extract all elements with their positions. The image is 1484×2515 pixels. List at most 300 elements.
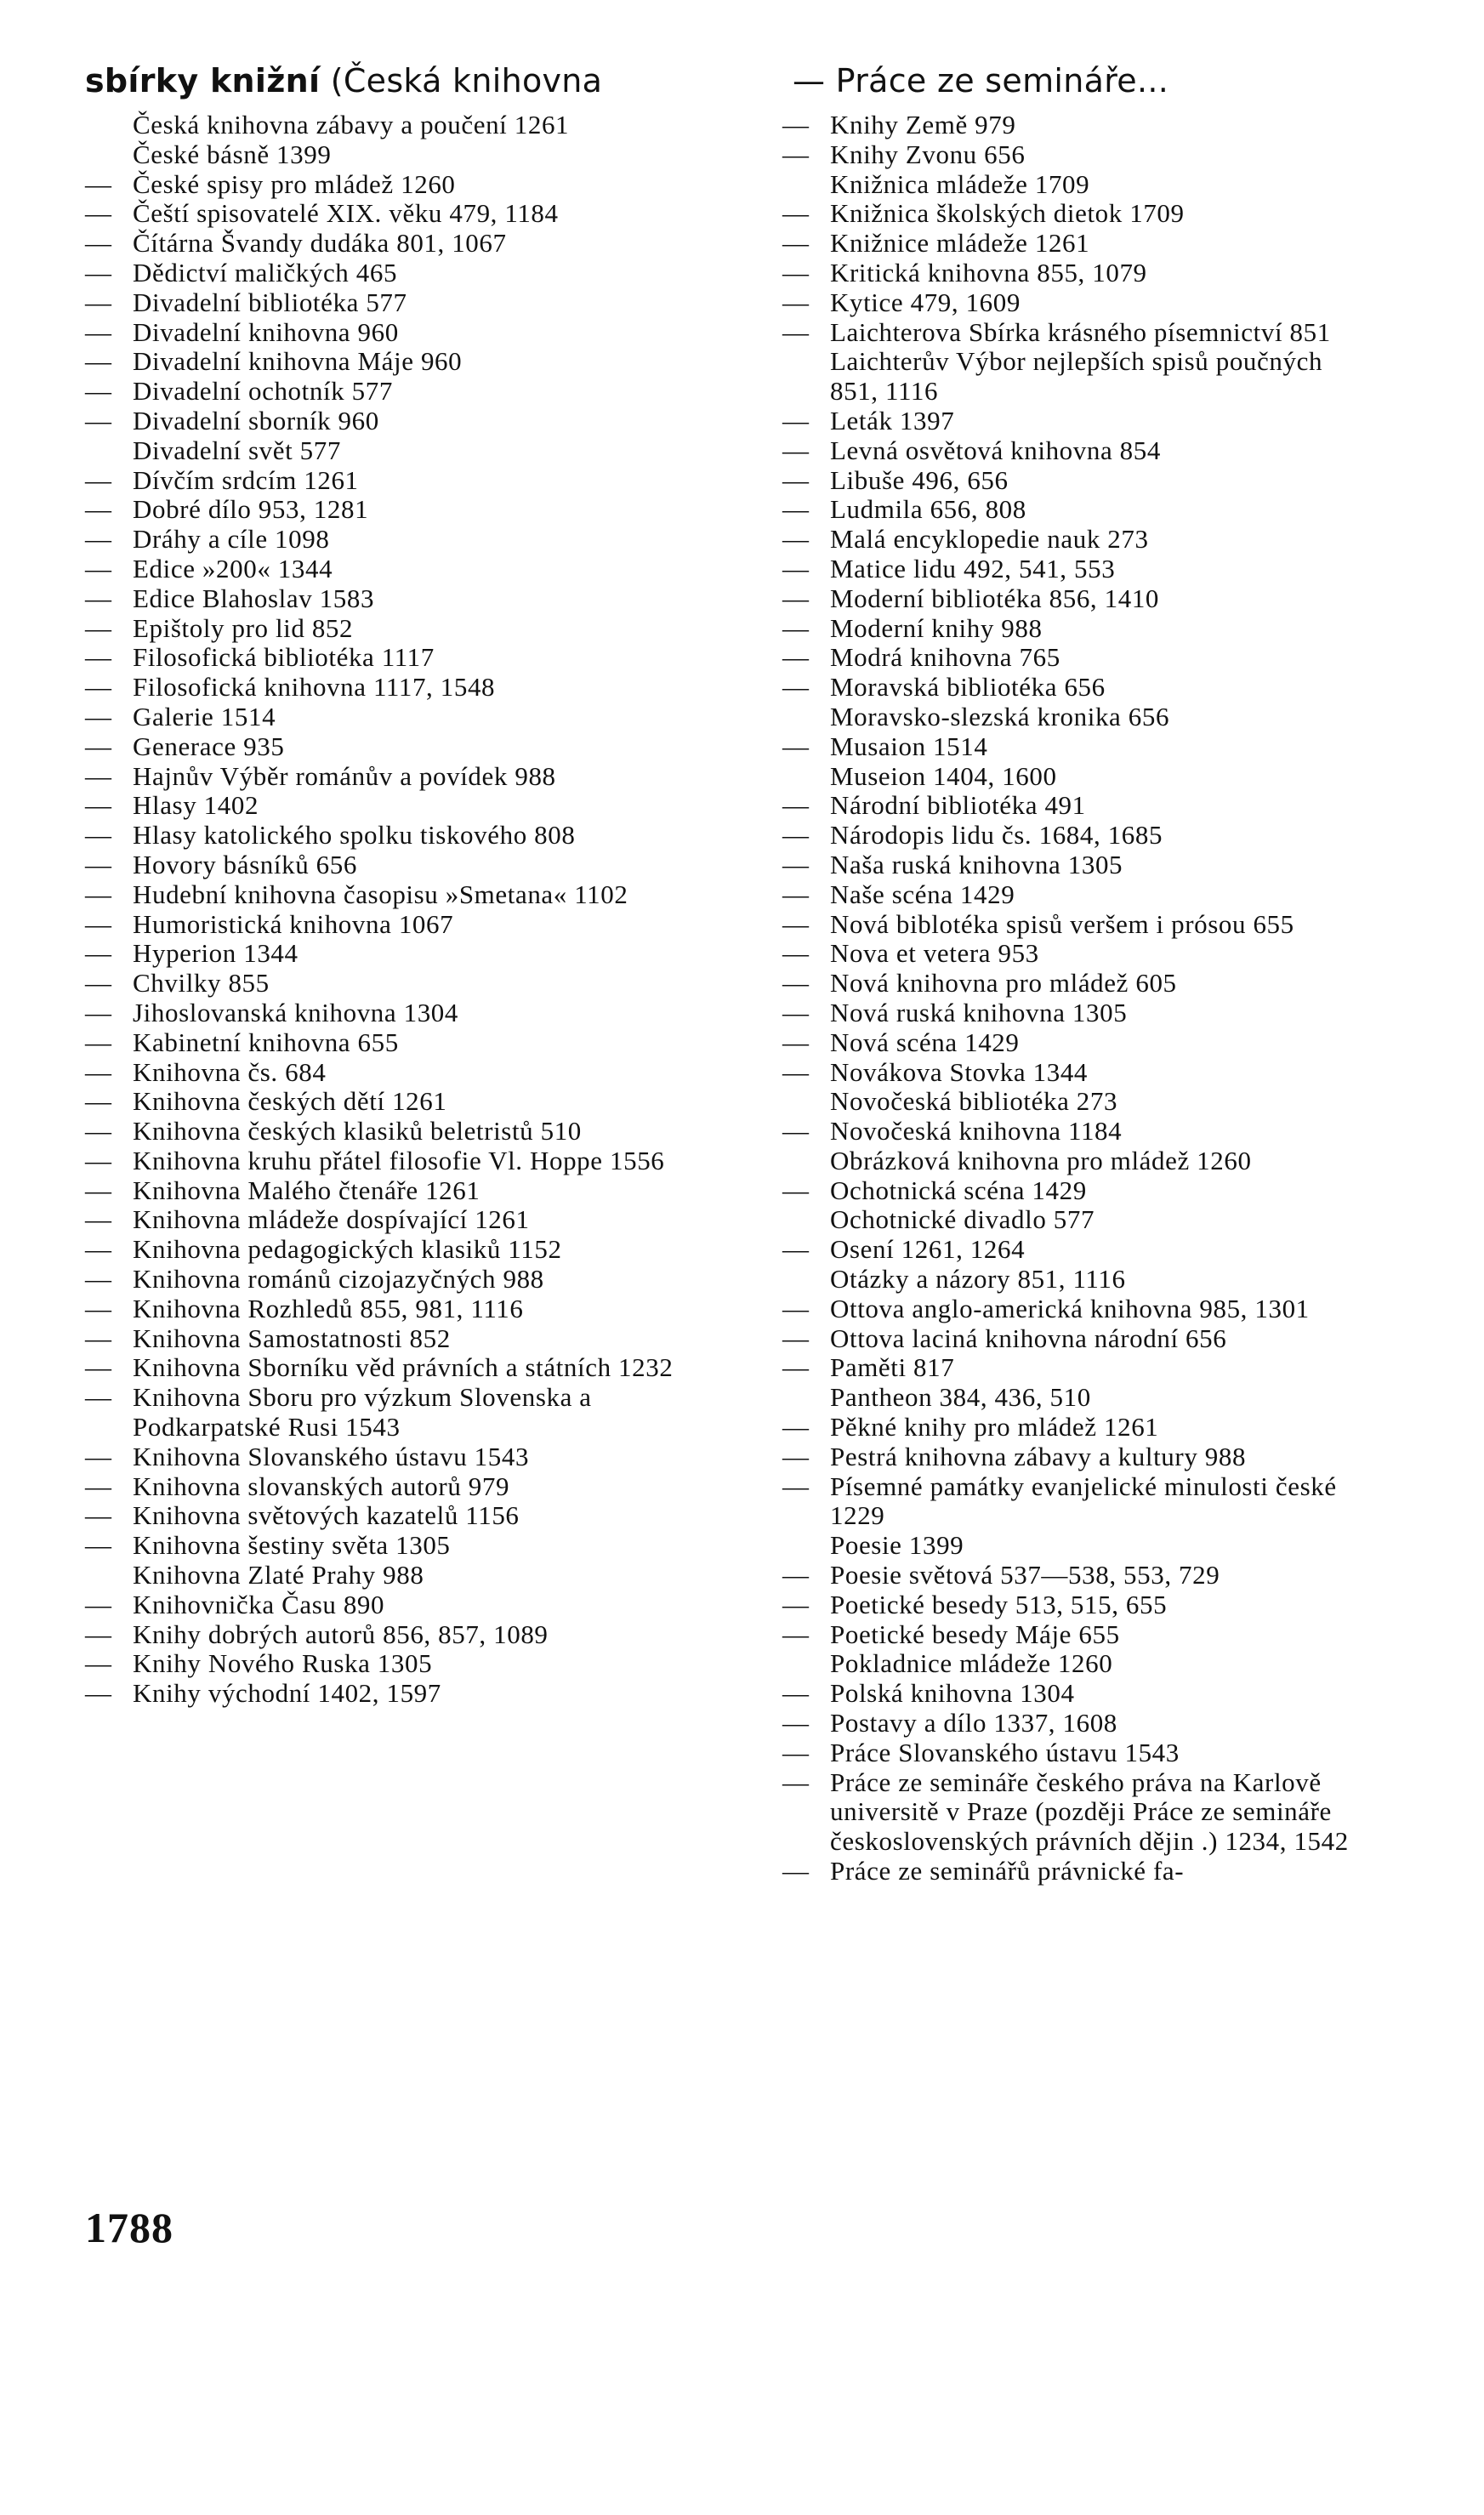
entry-text: Nová biblotéka spisů veršem i prósou 655 (830, 908, 1294, 939)
entry-dash: — (782, 612, 810, 643)
entry-dash: — (782, 316, 810, 347)
entry-dash: — (85, 968, 112, 999)
entry-text: Epištoly pro lid 852 (133, 612, 354, 643)
entry-text: Poetické besedy Máje 655 (830, 1619, 1120, 1649)
entry-text: Knihy Nového Ruska 1305 (133, 1648, 433, 1679)
entry-text: Knižnica mládeže 1709 (830, 168, 1090, 199)
entry-dash: — (85, 879, 112, 909)
entry-dash: — (85, 1145, 112, 1175)
entry-dash: — (782, 879, 810, 909)
entry-text: Paměti 817 (830, 1352, 955, 1383)
entry-text: Čítárna Švandy dudáka 801, 1067 (133, 228, 507, 259)
entry-text: Nová scéna 1429 (830, 1027, 1020, 1057)
entry-text: Národopis lidu čs. 1684, 1685 (830, 820, 1163, 851)
entry-text: Divadelní bibliotéka 577 (133, 287, 407, 317)
index-entry (782, 821, 1378, 851)
index-entry (782, 170, 1378, 200)
entry-dash: — (782, 287, 810, 317)
left-column (85, 60, 731, 1709)
entry-dash: — (782, 198, 810, 229)
entry-dash: — (85, 1471, 112, 1501)
index-entry (85, 732, 731, 762)
index-entry (782, 1294, 1378, 1324)
entry-dash: — (782, 435, 810, 465)
index-entry (85, 999, 731, 1028)
index-entry (85, 1620, 731, 1650)
running-head-left (85, 60, 731, 107)
index-entry (782, 1235, 1378, 1265)
entry-text: Moderní bibliotéka 856, 1410 (830, 583, 1160, 613)
index-entry (85, 584, 731, 614)
entry-text: Generace 935 (133, 731, 285, 761)
index-entry (85, 466, 731, 496)
entry-dash: — (782, 1767, 810, 1797)
entry-text: Edice Blahoslav 1583 (133, 583, 375, 613)
entry-text: Divadelní sborník 960 (133, 405, 379, 435)
index-entry (782, 1117, 1378, 1147)
entry-dash: — (85, 168, 112, 199)
entry-text: Nová ruská knihovna 1305 (830, 997, 1128, 1027)
entry-dash: — (782, 110, 810, 139)
index-entry (782, 1147, 1378, 1176)
index-entry (85, 1531, 731, 1561)
entry-text: Nova et vetera 953 (830, 938, 1039, 969)
entry-text: Novočeská knihovna 1184 (830, 1116, 1123, 1147)
left-entry-list (85, 111, 731, 1709)
entry-text: Knižnica školských dietok 1709 (830, 198, 1185, 229)
index-entry (85, 1147, 731, 1176)
entry-text: Knihovna českých dětí 1261 (133, 1086, 447, 1117)
entry-dash: — (85, 1175, 112, 1205)
entry-text: Knihovna Zlaté Prahy 988 (133, 1560, 424, 1590)
entry-dash: — (85, 642, 112, 673)
entry-text: Poesie 1399 (830, 1530, 964, 1561)
entry-dash: — (782, 1352, 810, 1383)
entry-dash: — (782, 1323, 810, 1353)
entry-dash: — (782, 1619, 810, 1649)
index-entry (85, 969, 731, 999)
entry-dash: — (85, 1323, 112, 1353)
index-entry (782, 1028, 1378, 1058)
index-entry (782, 436, 1378, 466)
entry-dash: — (782, 139, 810, 169)
entry-dash: — (85, 760, 112, 791)
entry-text: Divadelní knihovna 960 (133, 316, 399, 347)
index-entry (85, 1205, 731, 1235)
entry-text: Ottova anglo-americká knihovna 985, 1301 (830, 1293, 1310, 1323)
index-entry (782, 939, 1378, 969)
index-entry (782, 1768, 1378, 1857)
entry-dash: — (85, 287, 112, 317)
entry-dash: — (782, 849, 810, 879)
index-entry (782, 1590, 1378, 1620)
entry-text: Matice lidu 492, 541, 553 (830, 553, 1116, 583)
entry-text: Nová knihovna pro mládež 605 (830, 968, 1177, 999)
index-entry (782, 1383, 1378, 1413)
entry-text: Edice »200« 1344 (133, 553, 333, 583)
index-entry (85, 1235, 731, 1265)
index-entry (85, 762, 731, 792)
running-head-left-rest: (Česká knihovna (320, 62, 603, 100)
running-head-left-bold: sbírky knižní (85, 62, 321, 100)
index-entry (85, 1176, 731, 1206)
entry-text: Pestrá knihovna zábavy a kultury 988 (830, 1441, 1247, 1471)
index-entry (782, 732, 1378, 762)
entry-text: Pantheon 384, 436, 510 (830, 1382, 1091, 1413)
entry-text: Museion 1404, 1600 (830, 760, 1057, 791)
entry-text: Hovory básníků 656 (133, 849, 357, 879)
entry-text: Polská knihovna 1304 (830, 1678, 1075, 1709)
index-entry (782, 1058, 1378, 1088)
entry-text: České básně 1399 (133, 139, 332, 169)
index-entry (782, 525, 1378, 555)
entry-text: Novákova Stovka 1344 (830, 1056, 1089, 1087)
index-entry (782, 584, 1378, 614)
index-entry (85, 880, 731, 910)
index-entry (782, 347, 1378, 407)
index-entry (782, 555, 1378, 584)
entry-text: Naše scéna 1429 (830, 879, 1015, 909)
index-entry (85, 436, 731, 466)
index-entry (782, 1205, 1378, 1235)
entry-dash: — (85, 849, 112, 879)
entry-dash: — (782, 553, 810, 583)
entry-dash: — (85, 583, 112, 613)
index-entry (85, 259, 731, 288)
index-entry (85, 407, 731, 436)
index-entry (782, 614, 1378, 644)
entry-text: Jihoslovanská knihovna 1304 (133, 997, 459, 1027)
index-entry (782, 140, 1378, 170)
entry-text: Čeští spisovatelé XIX. věku 479, 1184 (133, 198, 559, 229)
entry-dash: — (85, 997, 112, 1027)
index-entry (782, 880, 1378, 910)
index-entry (782, 111, 1378, 140)
index-entry (782, 288, 1378, 318)
entry-text: Knihovna čs. 684 (133, 1056, 327, 1087)
entry-text: Humoristická knihovna 1067 (133, 908, 454, 939)
index-entry (782, 1561, 1378, 1590)
entry-text: Dráhy a cíle 1098 (133, 524, 330, 555)
entry-dash: — (85, 701, 112, 731)
index-entry (782, 466, 1378, 496)
entry-dash: — (85, 346, 112, 377)
entry-dash: — (782, 1678, 810, 1709)
entry-dash: — (85, 257, 112, 287)
index-entry (85, 318, 731, 348)
running-head-right: — Práce ze semináře... (793, 62, 1169, 100)
index-entry (85, 288, 731, 318)
entry-dash: — (782, 228, 810, 259)
index-entry (85, 939, 731, 969)
index-entry (782, 703, 1378, 732)
index-entry (782, 673, 1378, 703)
entry-dash: — (782, 642, 810, 673)
entry-dash: — (85, 553, 112, 583)
entry-text: České spisy pro mládež 1260 (133, 168, 456, 199)
index-entry (85, 1472, 731, 1502)
entry-dash: — (782, 1856, 810, 1886)
entry-dash: — (85, 1116, 112, 1147)
index-entry (85, 1679, 731, 1709)
index-entry (85, 347, 731, 377)
entry-text: Knihovna románů cizojazyčných 988 (133, 1264, 544, 1294)
entry-text: Knižnice mládeže 1261 (830, 228, 1090, 259)
entry-text: Knihovna Slovanského ústavu 1543 (133, 1441, 530, 1471)
entry-dash: — (782, 1441, 810, 1471)
entry-dash: — (85, 198, 112, 229)
entry-text: Ottova laciná knihovna národní 656 (830, 1323, 1227, 1353)
entry-text: Moderní knihy 988 (830, 612, 1043, 643)
entry-dash: — (85, 1382, 112, 1413)
index-entry (85, 495, 731, 525)
entry-dash: — (782, 997, 810, 1027)
entry-text: Knihovna Rozhledů 855, 981, 1116 (133, 1293, 524, 1323)
index-entry (782, 1265, 1378, 1294)
entry-text: Leták 1397 (830, 405, 955, 435)
index-entry (782, 1620, 1378, 1650)
entry-dash: — (85, 1619, 112, 1649)
entry-dash: — (85, 1027, 112, 1057)
entry-dash: — (782, 790, 810, 821)
entry-dash: — (782, 257, 810, 287)
index-entry (782, 1413, 1378, 1442)
index-entry (782, 643, 1378, 673)
entry-text: Chvilky 855 (133, 968, 270, 999)
entry-dash: — (782, 1293, 810, 1323)
index-entry (782, 1176, 1378, 1206)
index-entry (85, 821, 731, 851)
entry-dash: — (782, 731, 810, 761)
entry-dash: — (85, 1056, 112, 1087)
index-entry (85, 791, 731, 821)
entry-text: Kytice 479, 1609 (830, 287, 1021, 317)
entry-dash: — (782, 1412, 810, 1442)
entry-text: Národní bibliotéka 491 (830, 790, 1086, 821)
entry-text: Ludmila 656, 808 (830, 494, 1026, 525)
entry-dash: — (85, 1086, 112, 1117)
entry-text: Knihovna šestiny světa 1305 (133, 1530, 451, 1561)
entry-dash: — (85, 1589, 112, 1619)
entry-text: Česká knihovna zábavy a poučení 1261 (133, 110, 570, 139)
entry-dash: — (782, 1589, 810, 1619)
entry-dash: — (782, 820, 810, 851)
index-entry (782, 318, 1378, 348)
entry-dash: — (85, 1234, 112, 1265)
index-entry (85, 111, 731, 140)
index-entry (782, 969, 1378, 999)
index-entry (85, 1561, 731, 1590)
index-entry (782, 1531, 1378, 1561)
entry-text: Hlasy katolického spolku tiskového 808 (133, 820, 576, 851)
entry-text: Knihy východní 1402, 1597 (133, 1678, 441, 1709)
entry-dash: — (782, 464, 810, 495)
entry-dash: — (85, 1441, 112, 1471)
index-entry (85, 377, 731, 407)
index-entry (782, 791, 1378, 821)
entry-text: Kabinetní knihovna 655 (133, 1027, 399, 1057)
entry-dash: — (85, 524, 112, 555)
entry-text: Divadelní ochotník 577 (133, 376, 393, 407)
entry-text: Ochotnická scéna 1429 (830, 1175, 1087, 1205)
entry-dash: — (85, 1204, 112, 1235)
index-entry (85, 614, 731, 644)
entry-text: Divadelní svět 577 (133, 435, 341, 465)
right-entry-list (782, 111, 1378, 1886)
entry-text: Knihy dobrých autorů 856, 857, 1089 (133, 1619, 549, 1649)
entry-text: Knihovna kruhu přátel filosofie Vl. Hoppe 1556 (133, 1145, 665, 1175)
entry-text: Práce ze seminářů právnické fa- (830, 1856, 1185, 1886)
entry-dash: — (85, 938, 112, 969)
entry-text: Knihovna světových kazatelů 1156 (133, 1500, 520, 1531)
index-entry (782, 1709, 1378, 1738)
entry-dash: — (85, 1500, 112, 1531)
index-entry (85, 229, 731, 259)
index-entry (782, 1857, 1378, 1886)
index-entry (85, 1590, 731, 1620)
entry-text: Kritická knihovna 855, 1079 (830, 257, 1147, 287)
entry-text: Laichterova Sbírka krásného písemnictví 851 (830, 316, 1331, 347)
entry-text: Hlasy 1402 (133, 790, 259, 821)
entry-text: Ochotnické divadlo 577 (830, 1204, 1095, 1235)
entry-dash: — (85, 820, 112, 851)
entry-dash: — (782, 938, 810, 969)
entry-text: Otázky a názory 851, 1116 (830, 1264, 1126, 1294)
entry-dash: — (85, 376, 112, 407)
entry-text: Filosofická bibliotéka 1117 (133, 642, 435, 673)
entry-text: Musaion 1514 (830, 731, 988, 761)
right-column (782, 60, 1378, 1886)
index-entry (782, 1442, 1378, 1472)
entry-dash: — (782, 672, 810, 703)
entry-dash: — (85, 1264, 112, 1294)
entry-dash: — (85, 494, 112, 525)
index-entry (782, 1738, 1378, 1768)
entry-text: Knihovna slovanských autorů 979 (133, 1471, 510, 1501)
index-entry (85, 1324, 731, 1354)
entry-text: Divadelní knihovna Máje 960 (133, 346, 463, 377)
entry-dash: — (85, 1530, 112, 1561)
entry-text: Knihy Zvonu 656 (830, 139, 1026, 169)
entry-dash: — (85, 405, 112, 435)
entry-text: Hudební knihovna časopisu »Smetana« 1102 (133, 879, 628, 909)
entry-text: Knihovna Sborníku věd právních a státních 1232 (133, 1352, 674, 1383)
entry-dash: — (782, 583, 810, 613)
entry-dash: — (782, 968, 810, 999)
entry-text: Moravská bibliotéka 656 (830, 672, 1106, 703)
index-entry (782, 999, 1378, 1028)
index-entry (85, 170, 731, 200)
entry-dash: — (85, 1678, 112, 1709)
index-entry (782, 199, 1378, 229)
entry-text: Malá encyklopedie nauk 273 (830, 524, 1149, 555)
entry-text: Práce ze semináře českého práva na Karlově universitě v Praze (později Práce ze semináře československých právních dějin .) 1234, 1542 (830, 1767, 1349, 1857)
entry-text: Hajnův Výběr románův a povídek 988 (133, 760, 556, 791)
page-number: 1788 (85, 2204, 173, 2251)
index-entry (782, 1087, 1378, 1117)
entry-dash: — (782, 1234, 810, 1265)
entry-text: Knihy Země 979 (830, 110, 1016, 139)
entry-dash: — (782, 1708, 810, 1738)
index-entry (85, 673, 731, 703)
index-entry (782, 1679, 1378, 1709)
entry-text: Novočeská bibliotéka 273 (830, 1086, 1118, 1117)
entry-dash: — (85, 731, 112, 761)
entry-text: Libuše 496, 656 (830, 464, 1009, 495)
entry-text: Dobré dílo 953, 1281 (133, 494, 369, 525)
entry-dash: — (782, 1027, 810, 1057)
entry-text: Modrá knihovna 765 (830, 642, 1060, 673)
entry-text: Poetické besedy 513, 515, 655 (830, 1589, 1168, 1619)
entry-text: Obrázková knihovna pro mládež 1260 (830, 1145, 1252, 1175)
entry-dash: — (85, 464, 112, 495)
index-entry (782, 1649, 1378, 1679)
index-entry (85, 851, 731, 880)
entry-text: Moravsko-slezská kronika 656 (830, 701, 1170, 731)
entry-dash: — (782, 908, 810, 939)
entry-dash: — (85, 612, 112, 643)
entry-text: Hyperion 1344 (133, 938, 299, 969)
index-entry (85, 910, 731, 940)
entry-text: Filosofická knihovna 1117, 1548 (133, 672, 496, 703)
entry-text: Knihovna mládeže dospívající 1261 (133, 1204, 530, 1235)
index-entry (782, 1353, 1378, 1383)
entry-dash: — (782, 1175, 810, 1205)
entry-text: Pěkné knihy pro mládež 1261 (830, 1412, 1159, 1442)
entry-dash: — (85, 316, 112, 347)
index-entry (85, 1353, 731, 1383)
entry-dash: — (85, 228, 112, 259)
index-entry (85, 140, 731, 170)
entry-dash: — (782, 1560, 810, 1590)
entry-dash: — (85, 790, 112, 821)
index-entry (85, 1294, 731, 1324)
index-entry (85, 1028, 731, 1058)
index-entry (85, 1501, 731, 1531)
index-entry (85, 199, 731, 229)
entry-text: Knihovna českých klasiků beletristů 510 (133, 1116, 582, 1147)
entry-text: Dívčím srdcím 1261 (133, 464, 359, 495)
entry-dash: — (782, 524, 810, 555)
index-entry (782, 1472, 1378, 1532)
index-entry (782, 229, 1378, 259)
entry-text: Pokladnice mládeže 1260 (830, 1648, 1113, 1679)
entry-dash: — (782, 1116, 810, 1147)
entry-text: Knihovna Malého čtenáře 1261 (133, 1175, 480, 1205)
entry-dash: — (85, 672, 112, 703)
entry-dash: — (85, 1293, 112, 1323)
index-entry (85, 1265, 731, 1294)
entry-text: Laichterův Výbor nejlepších spisů poučných 851, 1116 (830, 346, 1323, 407)
index-entry (85, 1383, 731, 1442)
index-entry (782, 910, 1378, 940)
entry-dash: — (782, 1056, 810, 1087)
index-entry (85, 703, 731, 732)
entry-dash: — (782, 405, 810, 435)
entry-text: Knihovnička Času 890 (133, 1589, 385, 1619)
entry-text: Knihovna pedagogických klasiků 1152 (133, 1234, 562, 1265)
entry-text: Poesie světová 537—538, 553, 729 (830, 1560, 1220, 1590)
index-entry (85, 1058, 731, 1088)
entry-dash: — (85, 1352, 112, 1383)
entry-dash: — (85, 908, 112, 939)
entry-dash: — (782, 494, 810, 525)
index-entry (85, 555, 731, 584)
index-entry (85, 643, 731, 673)
entry-text: Knihovna Samostatnosti 852 (133, 1323, 451, 1353)
index-entry (782, 495, 1378, 525)
entry-dash: — (782, 1471, 810, 1501)
